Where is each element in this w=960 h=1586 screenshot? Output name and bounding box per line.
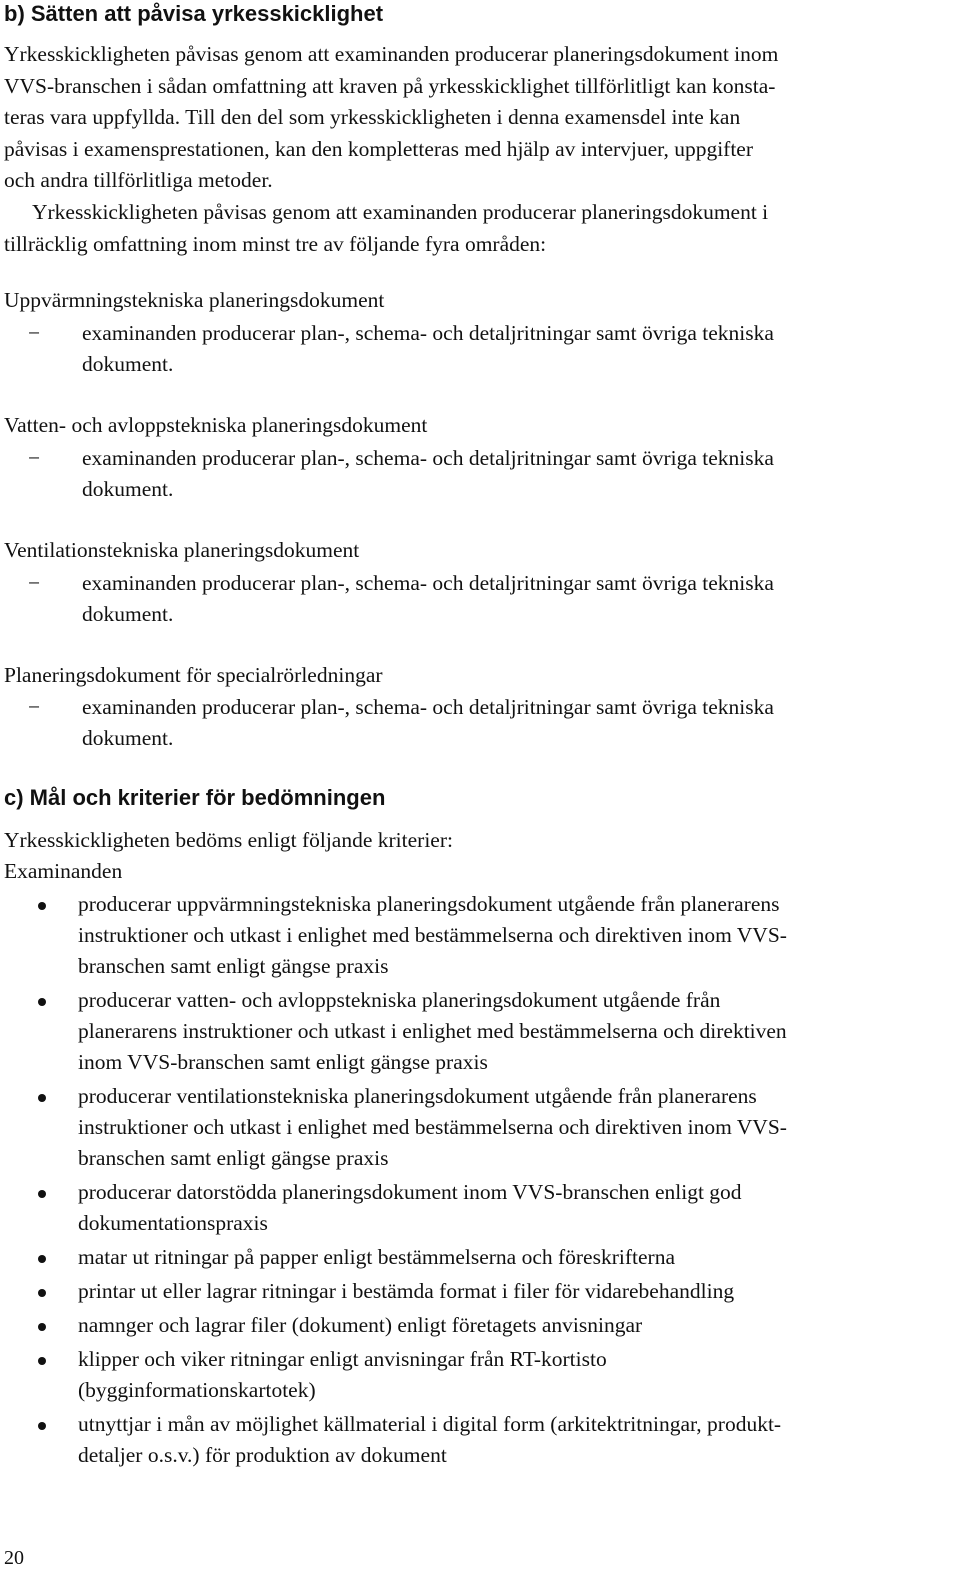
list-item: [4, 889, 954, 982]
list-item: [4, 1242, 954, 1273]
area-item-line: examinanden producerar plan-, schema- och detaljritningar samt övriga tekniska: [82, 571, 774, 595]
area-item-line: examinanden producerar plan-, schema- och detaljritningar samt övriga tekniska: [82, 446, 774, 470]
list-item: [4, 985, 954, 1078]
list-item-line: matar ut ritningar på papper enligt bestämmelserna och föreskrifterna: [78, 1245, 675, 1269]
intro-line: Yrkesskickligheten påvisas genom att examinanden producerar planeringsdokument inom: [4, 42, 779, 66]
list-item: [4, 1310, 954, 1341]
bullet-icon: [38, 1289, 46, 1297]
intro-line: teras vara uppfyllda. Till den del som yrkesskickligheten i denna examensdel inte kan: [4, 105, 741, 130]
bullet-icon: [38, 902, 46, 910]
area-item: [28, 318, 774, 380]
bullet-icon: [38, 1190, 46, 1198]
dash-marker: −: [28, 321, 41, 345]
list-item-line: (bygginformationskartotek): [78, 1378, 316, 1402]
section-c-heading: c) Mål och kriterier för bedömningen: [4, 785, 386, 810]
intro-line: påvisas i examensprestationen, kan den kompletteras med hjälp av intervjuer, uppgifter: [4, 136, 754, 161]
intro-line: och andra tillförlitliga metoder.: [4, 168, 273, 193]
area-title: Planeringsdokument för specialrörledningar: [4, 663, 383, 687]
list-item-line: utnyttjar i mån av möjlighet källmaterial i digital form (arkitektritningar, produkt-: [78, 1412, 782, 1436]
list-item: [4, 1409, 954, 1471]
list-item-line: instruktioner och utkast i enlighet med bestämmelserna och direktiven inom VVS-: [78, 923, 787, 947]
list-item-line: producerar vatten- och avloppstekniska planeringsdokument utgående från: [78, 988, 721, 1012]
intro-line: VVS-branschen i sådan omfattning att kraven på yrkesskicklighet tillförlitligt kan konsta-: [4, 73, 776, 98]
intro-line: Yrkesskickligheten påvisas genom att examinanden producerar planeringsdokument i: [32, 199, 769, 224]
list-item-line: klipper och viker ritningar enligt anvisningar från RT-kortisto: [78, 1347, 607, 1371]
list-item-line: producerar ventilationstekniska planeringsdokument utgående från planerarens: [78, 1084, 757, 1108]
area-title: Ventilationstekniska planeringsdokument: [4, 538, 360, 562]
area-item: [28, 692, 774, 754]
list-item-line: planerarens instruktioner och utkast i enlighet med bestämmelserna och direktiven: [78, 1019, 787, 1043]
area-title: Vatten- och avloppstekniska planeringsdokument: [4, 413, 428, 437]
list-item-line: printar ut eller lagrar ritningar i bestämda format i filer för vidarebehandling: [78, 1279, 735, 1303]
bullet-icon: [38, 1323, 46, 1331]
area-item: [28, 568, 774, 630]
list-item-line: dokumentationspraxis: [78, 1211, 268, 1235]
list-item-line: branschen samt enligt gängse praxis: [78, 954, 389, 978]
list-item-line: detaljer o.s.v.) för produktion av dokument: [78, 1443, 447, 1467]
criteria-subject: Examinanden: [4, 859, 123, 883]
area-title: Uppvärmningstekniska planeringsdokument: [4, 288, 385, 312]
list-item-line: namnger och lagrar filer (dokument) enligt företagets anvisningar: [78, 1313, 643, 1337]
list-item-line: instruktioner och utkast i enlighet med bestämmelserna och direktiven inom VVS-: [78, 1115, 787, 1139]
list-item-line: producerar uppvärmningstekniska planeringsdokument utgående från planerarens: [78, 892, 780, 916]
list-item-line: branschen samt enligt gängse praxis: [78, 1146, 389, 1170]
area-item: [28, 443, 774, 505]
list-item: [4, 1344, 954, 1406]
list-item: [4, 1177, 954, 1239]
criteria-intro: [4, 825, 453, 887]
bullet-icon: [38, 1255, 46, 1263]
section-b-intro: [4, 39, 954, 260]
bullet-icon: [38, 1357, 46, 1365]
dash-marker: −: [28, 571, 41, 595]
dash-marker: −: [28, 695, 41, 719]
area-item-line: dokument.: [82, 352, 174, 376]
dash-marker: −: [28, 446, 41, 470]
area-item-line: dokument.: [82, 726, 174, 750]
bullet-icon: [38, 1422, 46, 1430]
list-item: [4, 1081, 954, 1174]
area-item-line: examinanden producerar plan-, schema- och detaljritningar samt övriga tekniska: [82, 321, 774, 345]
area-item-line: examinanden producerar plan-, schema- och detaljritningar samt övriga tekniska: [82, 695, 774, 719]
list-item-line: producerar datorstödda planeringsdokument inom VVS-branschen enligt god: [78, 1180, 742, 1204]
list-item-line: inom VVS-branschen samt enligt gängse praxis: [78, 1050, 488, 1074]
page-number: 20: [4, 1547, 24, 1569]
intro-line: tillräcklig omfattning inom minst tre av följande fyra områden:: [4, 231, 547, 256]
list-item: [4, 1276, 954, 1307]
criteria-list: [4, 889, 954, 1474]
section-b-heading: b) Sätten att påvisa yrkesskicklighet: [4, 1, 384, 26]
bullet-icon: [38, 1094, 46, 1102]
bullet-icon: [38, 998, 46, 1006]
area-item-line: dokument.: [82, 602, 174, 626]
criteria-intro-line: Yrkesskickligheten bedöms enligt följande kriterier:: [4, 828, 453, 852]
area-item-line: dokument.: [82, 477, 174, 501]
